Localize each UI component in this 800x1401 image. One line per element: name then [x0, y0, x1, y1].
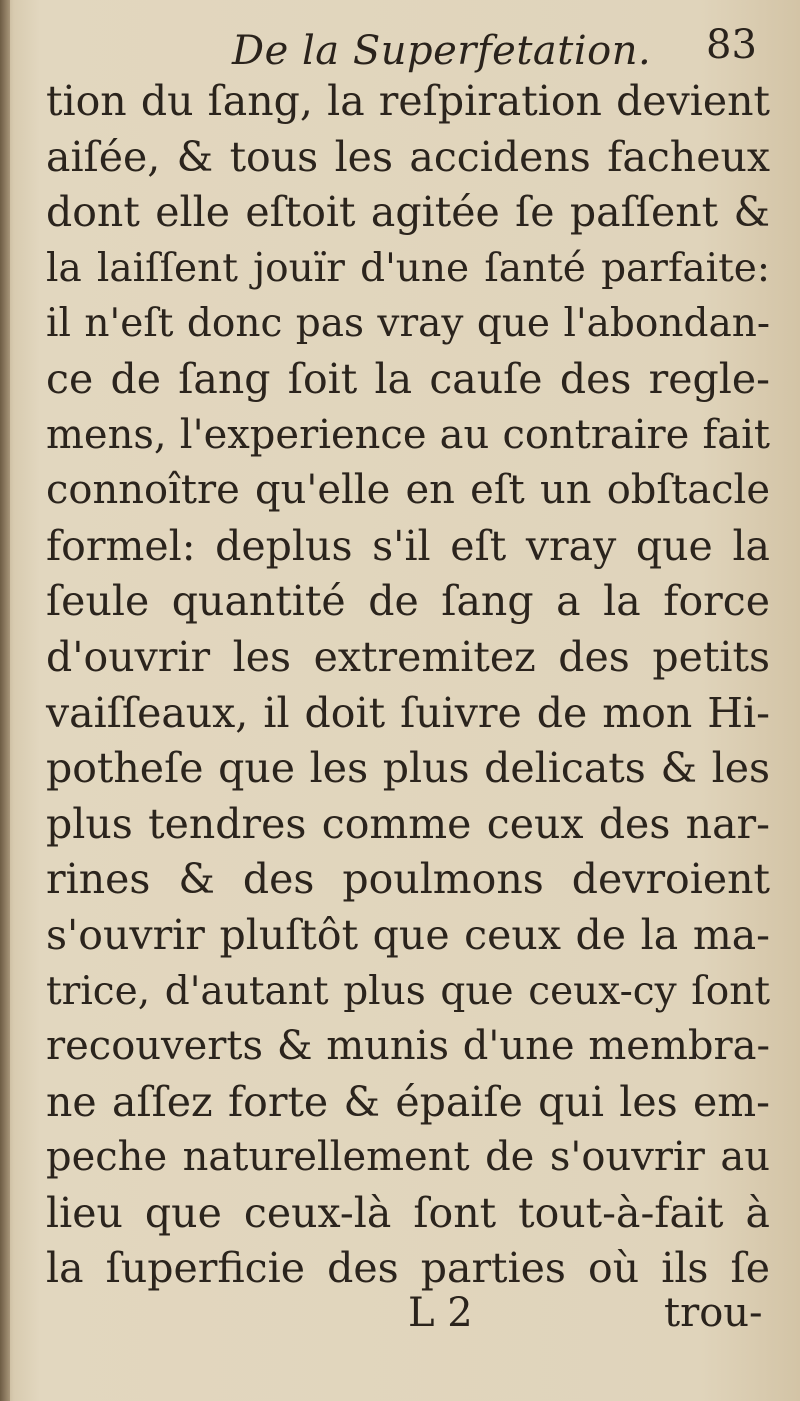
- text-line: il n'eſt donc pas vray que l'abondan-: [46, 301, 770, 347]
- text-line: plus tendres comme ceux des nar-: [46, 799, 770, 848]
- text-line: ce de ſang ſoit la cauſe des regle-: [46, 354, 770, 403]
- page-gutter-edge: [0, 0, 10, 1401]
- page-footer: [0, 1290, 800, 1350]
- text-line: tion du ſang, la reſpiration devient: [46, 77, 770, 125]
- running-title: De la Superfetation.: [232, 28, 652, 74]
- text-line: ne aſſez forte & épaiſe qui les em-: [46, 1077, 770, 1126]
- text-line: mens, l'experience au contraire fait: [46, 411, 770, 458]
- text-line: rines & des poulmons devroient: [46, 855, 770, 904]
- text-line: potheſe que les plus delicats & les: [46, 744, 770, 793]
- text-line: recouverts & munis d'une membra-: [46, 1023, 770, 1070]
- text-line: s'ouvrir pluſtôt que ceux de la ma-: [46, 910, 770, 959]
- text-line: la laiſſent jouïr d'une ſanté parfaite:: [46, 245, 770, 291]
- text-line: aiſée, & tous les accidens facheux: [46, 132, 770, 181]
- body-text: [46, 74, 770, 1297]
- text-line: connoître qu'elle en eſt un obſtacle: [46, 467, 770, 514]
- signature-mark: L 2: [408, 1290, 473, 1336]
- text-line: dont elle eſtoit agitée ſe paſſent &: [46, 188, 770, 237]
- text-line: d'ouvrir les extremitez des petits: [46, 632, 770, 681]
- text-line: ſeule quantité de ſang a la force: [46, 577, 770, 626]
- text-line: peche naturellement de s'ouvrir au: [46, 1134, 770, 1181]
- page-header: [0, 20, 800, 80]
- catchword: trou-: [664, 1290, 763, 1336]
- text-line: trice, d'autant plus que ceux-cy ſont: [46, 968, 770, 1014]
- text-line: lieu que ceux-là ſont tout-à-fait à: [46, 1188, 770, 1237]
- text-line: vaiſſeaux, il doit ſuivre de mon Hi-: [46, 688, 770, 737]
- text-line: la ſuperficie des parties où ils ſe: [46, 1244, 770, 1293]
- text-line: formel: deplus s'il eſt vray que la: [46, 521, 770, 570]
- page-number: 83: [706, 22, 757, 68]
